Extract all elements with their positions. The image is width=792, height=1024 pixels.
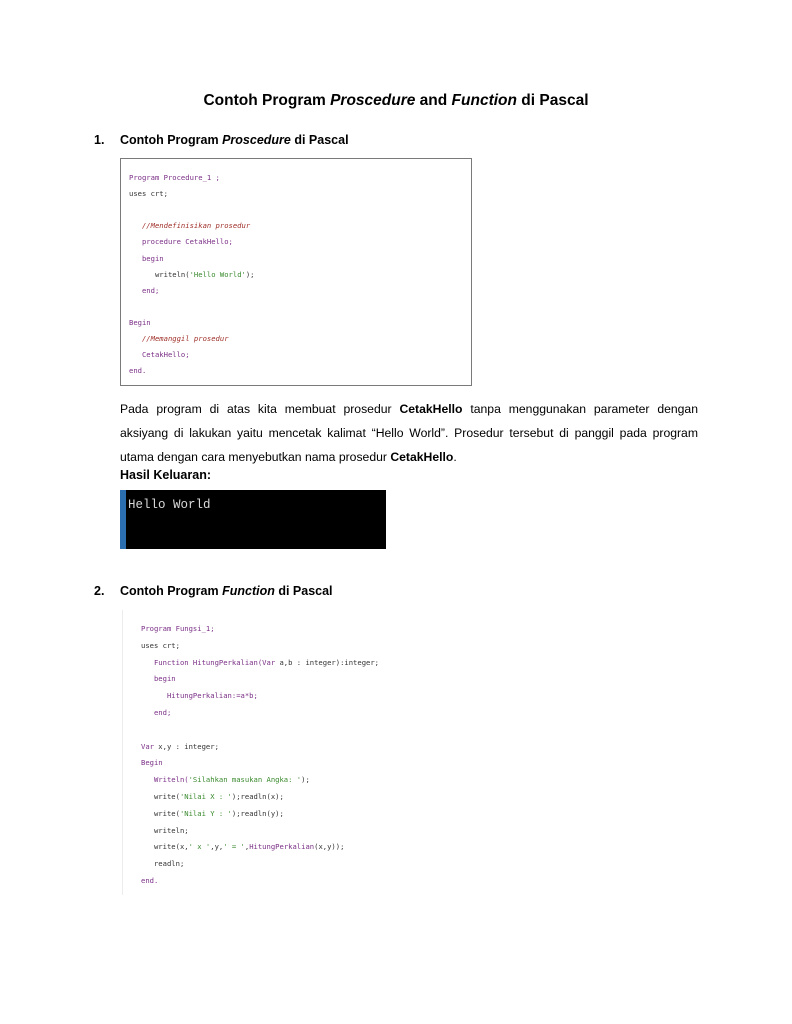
code-line [129,334,229,343]
code-token: Begin [129,317,151,327]
title-part-italic: Function [451,92,517,109]
code-line [129,237,233,246]
heading-part: Contoh Program [120,584,223,598]
code-token: begin [129,253,164,263]
code-line [141,691,258,700]
paragraph-text: . [453,450,457,464]
code-line [141,859,184,868]
code-token: Var [262,657,276,667]
code-line [141,826,189,835]
code-token: Program Fungsi_1; [141,624,215,633]
output-label: Hasil Keluaran: [120,468,212,482]
console-output-text: Hello World [128,498,211,512]
code-token: write( [141,792,180,801]
code-token: 'Nilai Y : ' [179,808,232,818]
code-token: 'Silahkan masukan Angka: ' [188,775,302,785]
paragraph-bold: CetakHello [399,402,463,416]
code-token: begin [141,674,176,684]
code-token: Program Procedure_1 ; [129,173,220,182]
heading-part-italic: Proscedure [222,133,291,147]
code-token: //Memanggil prosedur [129,334,229,343]
code-token: writeln; [141,825,189,835]
code-token: Begin [141,758,163,768]
code-line [129,254,164,263]
title-part: and [415,92,452,109]
code-line [141,876,158,885]
code-line [129,221,250,230]
code-token: end. [129,366,147,376]
code-line [129,173,220,182]
code-token: HitungPerkalian [249,842,315,852]
paragraph-text: Pada program di atas kita membuat prosedur [120,402,400,416]
code-token: Function HitungPerkalian( [141,657,263,667]
title-part: Contoh Program [203,92,331,109]
paragraph-text: tanpa menggunakan parameter dengan aksiyang di lakukan yaitu mencetak kalimat “Hello World”. Prosedur tersebut di panggil pada program utama dengan cara menyebutkan nama prosedur [120,402,698,464]
code-token: end. [141,876,159,885]
code-token: write( [141,808,180,818]
code-line [141,792,284,801]
function-code-block [122,610,423,895]
code-line [141,742,219,751]
procedure-code-block [120,158,472,386]
console-side-bar [120,490,126,549]
code-token: end; [141,708,172,717]
code-token: HitungPerkalian:=a*b; [141,691,258,701]
section-heading-procedure [94,133,349,147]
section-number: 1. [94,133,105,147]
code-token: procedure [129,237,186,247]
code-token: 'Nilai X : ' [179,792,232,801]
heading-part: di Pascal [290,133,349,147]
code-token: 'Hello World' [189,269,246,279]
console-output-screenshot [120,490,386,549]
section-heading-function [94,584,333,598]
code-line [141,624,215,633]
heading-part: di Pascal [274,584,333,598]
code-token: );readln(y); [231,808,284,818]
code-line [141,641,180,650]
code-token: , [244,842,250,852]
page-title [0,92,792,110]
code-token: ' x ' [188,842,211,852]
code-token: readln; [141,859,185,869]
code-token: //Mendefinisikan prosedur [129,221,251,231]
code-line [129,270,255,279]
code-line [141,842,344,851]
code-token: x,y : integer; [153,741,219,751]
title-part-italic: Proscedure [330,92,416,109]
code-token: CetakHello; [185,237,233,247]
code-token: ); [301,775,310,785]
code-line [141,658,379,667]
title-part: di Pascal [516,92,589,109]
code-line [141,708,171,717]
code-line [141,775,310,784]
code-token: uses crt; [141,640,180,650]
code-line [129,318,151,327]
code-line [141,674,176,683]
code-token: ' = ' [223,842,245,852]
code-line [129,286,159,295]
code-token: write(x, [141,842,189,852]
heading-part: Contoh Program [120,133,223,147]
code-token: Writeln( [141,775,189,785]
code-token: CetakHello; [129,350,190,360]
code-token: (x,y)); [314,842,345,852]
section-number: 2. [94,584,105,598]
heading-part-italic: Function [222,584,275,598]
code-line [141,809,284,818]
code-token: Var [141,741,154,751]
paragraph-bold: CetakHello [390,450,454,464]
code-line [141,758,163,767]
code-token: ); [245,269,255,279]
code-line [129,350,190,359]
code-line [129,366,146,375]
code-token: end; [129,285,160,295]
code-token: );readln(x); [231,792,284,801]
code-token: ,y, [210,842,224,852]
explanation-paragraph [120,397,698,469]
code-line [129,189,168,198]
code-token: uses crt; [129,189,168,199]
code-token: writeln( [129,269,190,279]
code-token: a,b : integer):integer; [275,657,380,667]
